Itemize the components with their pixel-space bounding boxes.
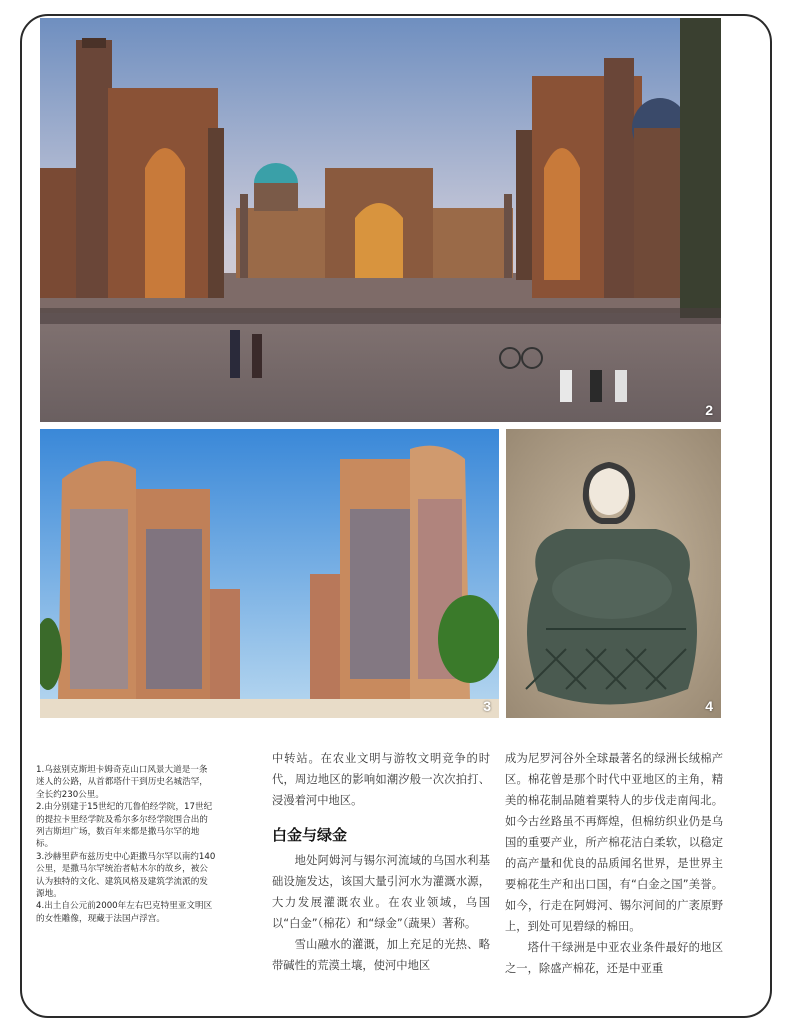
figurine-illustration (506, 429, 721, 718)
paragraph-continuation: 成为尼罗河谷外全球最著名的绿洲长绒棉产区。棉花曾是那个时代中亚地区的主角，精美的棉花制品随着粟特人的步伐走南闯北。如今古丝路虽不再辉煌，但棉纺织业仍是乌国的重要产业，所产棉花洁白柔软，以稳定的高产量和优良的品质闻名世界，是世界主要棉花生产和出口国，有“白金之国”美誉。如今，行走在阿姆河、锡尔河间的广袤原野上，到处可见碧绿的棉田。 (505, 752, 723, 933)
caption-4: 4.出土自公元前2000年左右巴克特里亚文明区的女性雕像，现藏于法国卢浮宫。 (36, 901, 213, 924)
section-heading: 白金与绿金 (272, 826, 348, 844)
ak-saray-photo (40, 429, 499, 718)
caption-2: 2.由分别建于15世纪的兀鲁伯经学院，17世纪的提拉卡里经学院及希尔多尔经学院围合出的列吉斯坦广场，数百年来都是撒马尔罕的地标。 (36, 802, 213, 850)
paragraph: 地处阿姆河与锡尔河流域的乌国水利基础设施发达，该国大量引河水为灌溉水源，大力发展灌溉农业。在农业领域，乌国以“白金”（棉花）和“绿金”（蔬果）著称。 (272, 854, 490, 930)
photo-captions (36, 764, 216, 925)
caption-3: 3.沙赫里萨布兹历史中心距撒马尔罕以南约140公里，是撒马尔罕统治者帖木尔的故乡，被公认为独特的文化、建筑风格及建筑学流派的发源地。 (36, 851, 216, 900)
registan-photo (40, 18, 721, 422)
article-column-1 (272, 748, 490, 976)
photo-number-2: 2 (705, 402, 713, 418)
paragraph: 塔什干绿洲是中亚农业条件最好的地区之一，除盛产棉花，还是中亚重 (505, 941, 723, 975)
article-column-2 (505, 748, 723, 979)
ak-saray-illustration (40, 429, 499, 718)
photo-number-4: 4 (705, 698, 713, 714)
figurine-photo (506, 429, 721, 718)
caption-1: 1.乌兹别克斯坦卡姆奇克山口风景大道是一条迷人的公路，从首都塔什干到历史名城浩罕，全长约230公里。 (36, 765, 208, 800)
registan-illustration (40, 18, 721, 422)
paragraph-continuation: 中转站。在农业文明与游牧文明竞争的时代，周边地区的影响如潮汐般一次次拍打、浸漫着河中地区。 (272, 752, 490, 807)
paragraph: 雪山融水的灌溉，加上充足的光热、略带碱性的荒漠土壤，使河中地区 (272, 938, 490, 972)
photo-number-3: 3 (483, 698, 491, 714)
